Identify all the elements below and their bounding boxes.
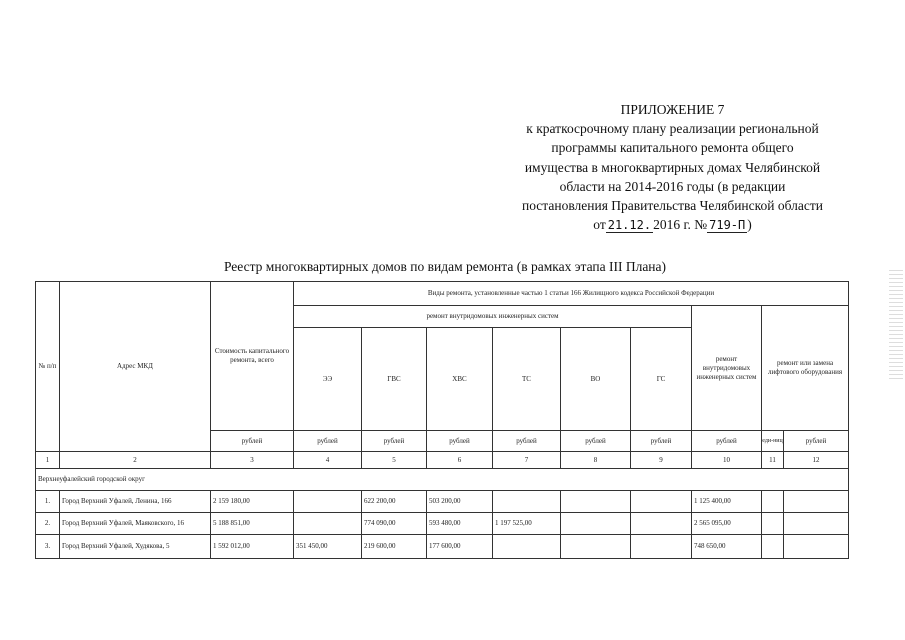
header-hvs: ХВС — [427, 328, 493, 431]
row-cost: 1 592 012,00 — [211, 535, 294, 559]
unit-elevator-count: еди-ниц — [762, 431, 784, 452]
header-gs: ГС — [631, 328, 692, 431]
row-ts: 1 197 525,00 — [493, 513, 561, 535]
unit-ts: рублей — [493, 431, 561, 452]
row-ts — [493, 535, 561, 559]
col-number: 5 — [362, 452, 427, 469]
row-cost: 5 188 851,00 — [211, 513, 294, 535]
appendix-date-line — [490, 215, 855, 234]
header-gvs: ГВС — [362, 328, 427, 431]
unit-hvs: рублей — [427, 431, 493, 452]
appendix-line: программы капитального ремонта общего — [551, 140, 794, 156]
date-prefix: от — [593, 217, 606, 233]
col-number: 10 — [692, 452, 762, 469]
row-elevator-units — [762, 535, 784, 559]
row-ee — [294, 491, 362, 513]
row-hvs: 177 600,00 — [427, 535, 493, 559]
row-address: Город Верхний Уфалей, Маяковского, 16 — [60, 513, 211, 535]
appendix-line: к краткосрочному плану реализации региональной — [526, 121, 819, 137]
col-number: 9 — [631, 452, 692, 469]
col-number: 11 — [762, 452, 784, 469]
col-number: 2 — [60, 452, 211, 469]
unit-vo: рублей — [561, 431, 631, 452]
row-elevator-units — [762, 513, 784, 535]
row-address: Город Верхний Уфалей, Ленина, 166 — [60, 491, 211, 513]
appendix-line: области на 2014-2016 годы (в редакции — [559, 178, 786, 194]
row-vo — [561, 513, 631, 535]
header-cost: Стоимость капитального ремонта, всего — [211, 282, 294, 431]
row-number: 2. — [36, 513, 60, 535]
row-gs — [631, 535, 692, 559]
row-hvs: 593 480,00 — [427, 513, 493, 535]
appendix-line: имущества в многоквартирных домах Челябинской — [524, 159, 821, 175]
table-row — [36, 535, 849, 559]
header-row-1 — [36, 282, 849, 306]
scan-artifact — [889, 270, 903, 380]
unit-ee: рублей — [294, 431, 362, 452]
row-internal: 1 125 400,00 — [692, 491, 762, 513]
appendix-title: ПРИЛОЖЕНИЕ 7 — [620, 102, 725, 117]
registry-title: Реестр многоквартирных домов по видам ремонта (в рамках этапа III Плана) — [223, 259, 667, 274]
date-suffix: 2016 г. № — [653, 217, 708, 233]
col-number: 8 — [561, 452, 631, 469]
date-value: 21.12. — [607, 218, 652, 233]
row-elevator-cost — [784, 513, 849, 535]
row-elevator-cost — [784, 535, 849, 559]
row-number: 1. — [36, 491, 60, 513]
unit-elevator-rub: рублей — [784, 431, 849, 452]
row-gs — [631, 491, 692, 513]
row-internal: 2 565 095,00 — [692, 513, 762, 535]
header-num: № п/п — [36, 282, 60, 452]
col-number: 3 — [211, 452, 294, 469]
row-cost: 2 159 180,00 — [211, 491, 294, 513]
row-gs — [631, 513, 692, 535]
municipality-group: Верхнеуфалейский городской округ — [36, 469, 849, 491]
row-hvs: 503 200,00 — [427, 491, 493, 513]
closing-paren: ) — [747, 217, 752, 233]
row-ee: 351 450,00 — [294, 535, 362, 559]
header-vo: ВО — [561, 328, 631, 431]
header-engineering: ремонт внутридомовых инженерных систем — [294, 306, 692, 328]
row-ee — [294, 513, 362, 535]
col-number: 7 — [493, 452, 561, 469]
group-row — [36, 469, 849, 491]
table-row — [36, 491, 849, 513]
unit-internal: рублей — [692, 431, 762, 452]
col-number: 12 — [784, 452, 849, 469]
col-number: 1 — [36, 452, 60, 469]
registry-table — [35, 281, 849, 559]
row-internal: 748 650,00 — [692, 535, 762, 559]
row-number: 3. — [36, 535, 60, 559]
header-ee: ЭЭ — [294, 328, 362, 431]
appendix-line: постановления Правительства Челябинской области — [522, 198, 823, 214]
header-ts: ТС — [493, 328, 561, 431]
unit-gs: рублей — [631, 431, 692, 452]
resolution-number: 719-П — [709, 218, 746, 233]
header-address: Адрес МКД — [60, 282, 211, 452]
row-gvs: 622 200,00 — [362, 491, 427, 513]
column-number-row — [36, 452, 849, 469]
row-vo — [561, 491, 631, 513]
row-gvs: 219 600,00 — [362, 535, 427, 559]
unit-gvs: рублей — [362, 431, 427, 452]
col-number: 4 — [294, 452, 362, 469]
appendix-block — [490, 100, 855, 234]
row-elevator-units — [762, 491, 784, 513]
header-repair-types: Виды ремонта, установленные частью 1 статьи 166 Жилищного кодекса Российской Федерации — [294, 282, 849, 306]
row-elevator-cost — [784, 491, 849, 513]
row-ts — [493, 491, 561, 513]
row-gvs: 774 090,00 — [362, 513, 427, 535]
unit-cost: рублей — [211, 431, 294, 452]
row-vo — [561, 535, 631, 559]
col-number: 6 — [427, 452, 493, 469]
header-internal-repair: ремонт внутридомовых инженерных систем — [692, 306, 762, 431]
table-row — [36, 513, 849, 535]
row-address: Город Верхний Уфалей, Худякова, 5 — [60, 535, 211, 559]
header-elevator: ремонт или замена лифтового оборудования — [762, 306, 849, 431]
